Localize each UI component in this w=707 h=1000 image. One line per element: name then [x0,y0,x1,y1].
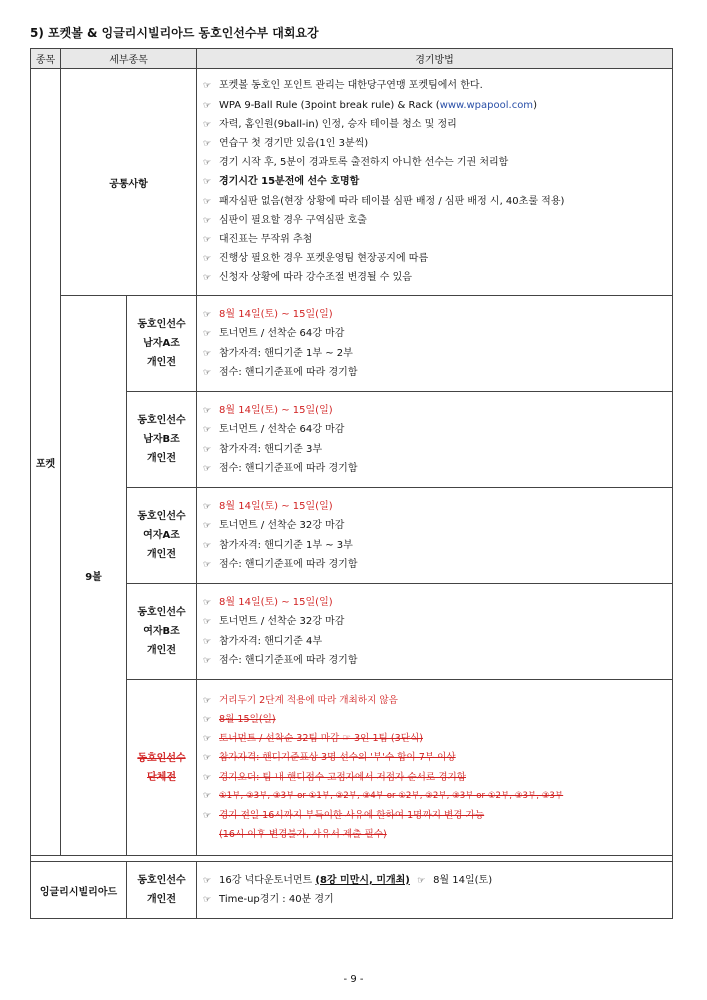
pointer-icon: ☞ [203,139,212,150]
list-item: (16시 이후 변경불가, 사유서 제출 필수) [219,829,387,841]
rules-table [30,48,673,919]
event-rules [197,296,673,392]
header-method: 경기방법 [197,49,673,69]
list-item: ☞ 점수: 핸디기준표에 따라 경기함 [203,654,358,666]
list-item: ☞ 진행상 필요한 경우 포켓운영팀 현장공지에 따름 [203,249,672,268]
list-item: ☞ 포켓볼 동호인 포인트 관리는 대한당구연맹 포켓팀에서 한다. [203,76,672,95]
event-name: 동호인선수 여자A조 개인전 [127,488,197,584]
list-item: ☞ 참가자격: 핸디기준 1부 ~ 2부 [203,347,353,359]
pointer-icon: ☞ [203,119,212,130]
list-item: ☞ 경기시간 15분전에 선수 호명함 [203,172,672,191]
table-header-row [31,49,673,69]
event-row [31,296,673,392]
section-title: 5) 포켓볼 & 잉글리시빌리아드 동호인선수부 대회요강 [30,26,319,40]
common-rules [197,69,673,296]
list-item: ☞ 연습구 첫 경기만 있음(1인 3분씩) [203,134,672,153]
pointer-icon: ☞ [203,215,212,226]
pointer-icon: ☞ [203,100,212,111]
cancel-notice: ☞ 거리두기 2단계 적용에 따라 개최하지 않음 [203,694,398,706]
pointer-icon: ☞ [203,81,212,92]
list-item: ☞ 경기 전일 16시까지 부득이한 사유에 한하여 1명까지 변경 가능 [203,809,485,821]
common-label: 공통사항 [61,69,197,296]
event-name: 동호인선수 여자B조 개인전 [127,584,197,680]
list-item: ☞ 토너먼트 / 선착순 32강 마감 [203,616,345,628]
list-item: ☞ 점수: 핸디기준표에 따라 경기함 [203,462,358,474]
event-date: ☞ 8월 14일(토) ~ 15일(일) [203,597,333,609]
pointer-icon: ☞ [203,196,212,207]
english-row [31,862,673,919]
sport-pocket: 포켓 [31,69,61,856]
pointer-icon: ☞ [203,273,212,284]
event-row [31,392,673,488]
list-item: ☞ 신청자 상황에 따라 강수조절 변경될 수 있음 [203,268,672,287]
wpa-link[interactable]: www.wpapool.com [439,99,534,111]
english-event-name: 동호인선수 개인전 [127,862,197,919]
list-item: ☞ Time-up경기 : 40분 경기 [203,894,334,905]
event-row [31,584,673,680]
list-item: ☞ 경기오더: 팀 내 핸디점수 고점자에서 저점자 순서로 경기함 [203,771,467,783]
sport-english: 잉글리시빌리아드 [31,862,127,919]
list-item: ☞ 참가자격: 핸디기준 4부 [203,635,323,647]
list-item: ☞ 경기 시작 후, 5분이 경과토록 출전하지 아니한 선수는 기권 처리함 [203,153,672,172]
event-rules [197,392,673,488]
pointer-icon: ☞ [203,234,212,245]
header-sub-event: 세부종목 [61,49,197,69]
list-item: ☞ ①1부, ②3부, ③3부 or ①1부, ②2부, ③4부 or ①2부, ②2부, ③3부 or ①2부, ③3부, ③3부 [203,790,564,801]
list-item: ☞ 토너먼트 / 선착순 32강 마감 [203,520,345,532]
event-rules [197,584,673,680]
list-item: ☞ 참가자격: 핸디기준 1부 ~ 3부 [203,539,353,551]
list-item: ☞ 심판이 필요할 경우 구역심판 호출 [203,211,672,230]
page-number: - 9 - [343,974,364,985]
list-item: ☞ 대진표는 무작위 추첨 [203,230,672,249]
list-item: ☞ WPA 9-Ball Rule (3point break rule) & Rack (www.wpapool.com) [203,96,672,115]
common-row [31,69,673,296]
event-rules [197,488,673,584]
event-name: 동호인선수 남자A조 개인전 [127,296,197,392]
event-name: 동호인선수 남자B조 개인전 [127,392,197,488]
nineball-label: 9볼 [61,296,127,856]
list-item: ☞ 점수: 핸디기준표에 따라 경기함 [203,558,358,570]
pointer-icon: ☞ [203,177,212,188]
list-item: ☞ 패자심판 없음(현장 상황에 따라 테이블 심판 배정 / 심판 배정 시, 40초룰 적용) [203,192,672,211]
event-date: ☞ 8월 14일(토) ~ 15일(일) [203,405,333,417]
list-item: ☞ 참가자격: 핸디기준표상 3명 선수의 '부'수 합이 7부 이상 [203,752,456,764]
list-item: ☞ 토너먼트 / 선착순 64강 마감 [203,424,345,436]
team-event-row [31,680,673,856]
event-date: ☞ 8월 14일(토) ~ 15일(일) [203,501,333,513]
list-item: ☞ 점수: 핸디기준표에 따라 경기함 [203,366,358,378]
english-rules [197,862,673,919]
list-item: ☞ 참가자격: 핸디기준 3부 [203,443,323,455]
team-event-name: 동호인선수 단체전 [127,680,197,856]
list-item: ☞ 토너먼트 / 선착순 32팀 마감 ☞ 3인 1팀 (3단식) [203,733,423,745]
list-item: ☞ 자력, 홈인원(9ball-in) 인정, 승자 테이블 청소 및 정리 [203,115,672,134]
list-item: ☞ 8월 15일(일) [203,713,276,725]
pointer-icon: ☞ [203,254,212,265]
list-item: ☞ 토너먼트 / 선착순 64강 마감 [203,328,345,340]
event-row [31,488,673,584]
pointer-icon: ☞ [203,158,212,169]
header-sport: 종목 [31,49,61,69]
list-item: ☞ 16강 넉다운토너먼트 (8강 미만시, 미개최) ☞ 8월 14일(토) [203,874,493,886]
event-date: ☞ 8월 14일(토) ~ 15일(일) [203,309,333,321]
team-event-rules [197,680,673,856]
